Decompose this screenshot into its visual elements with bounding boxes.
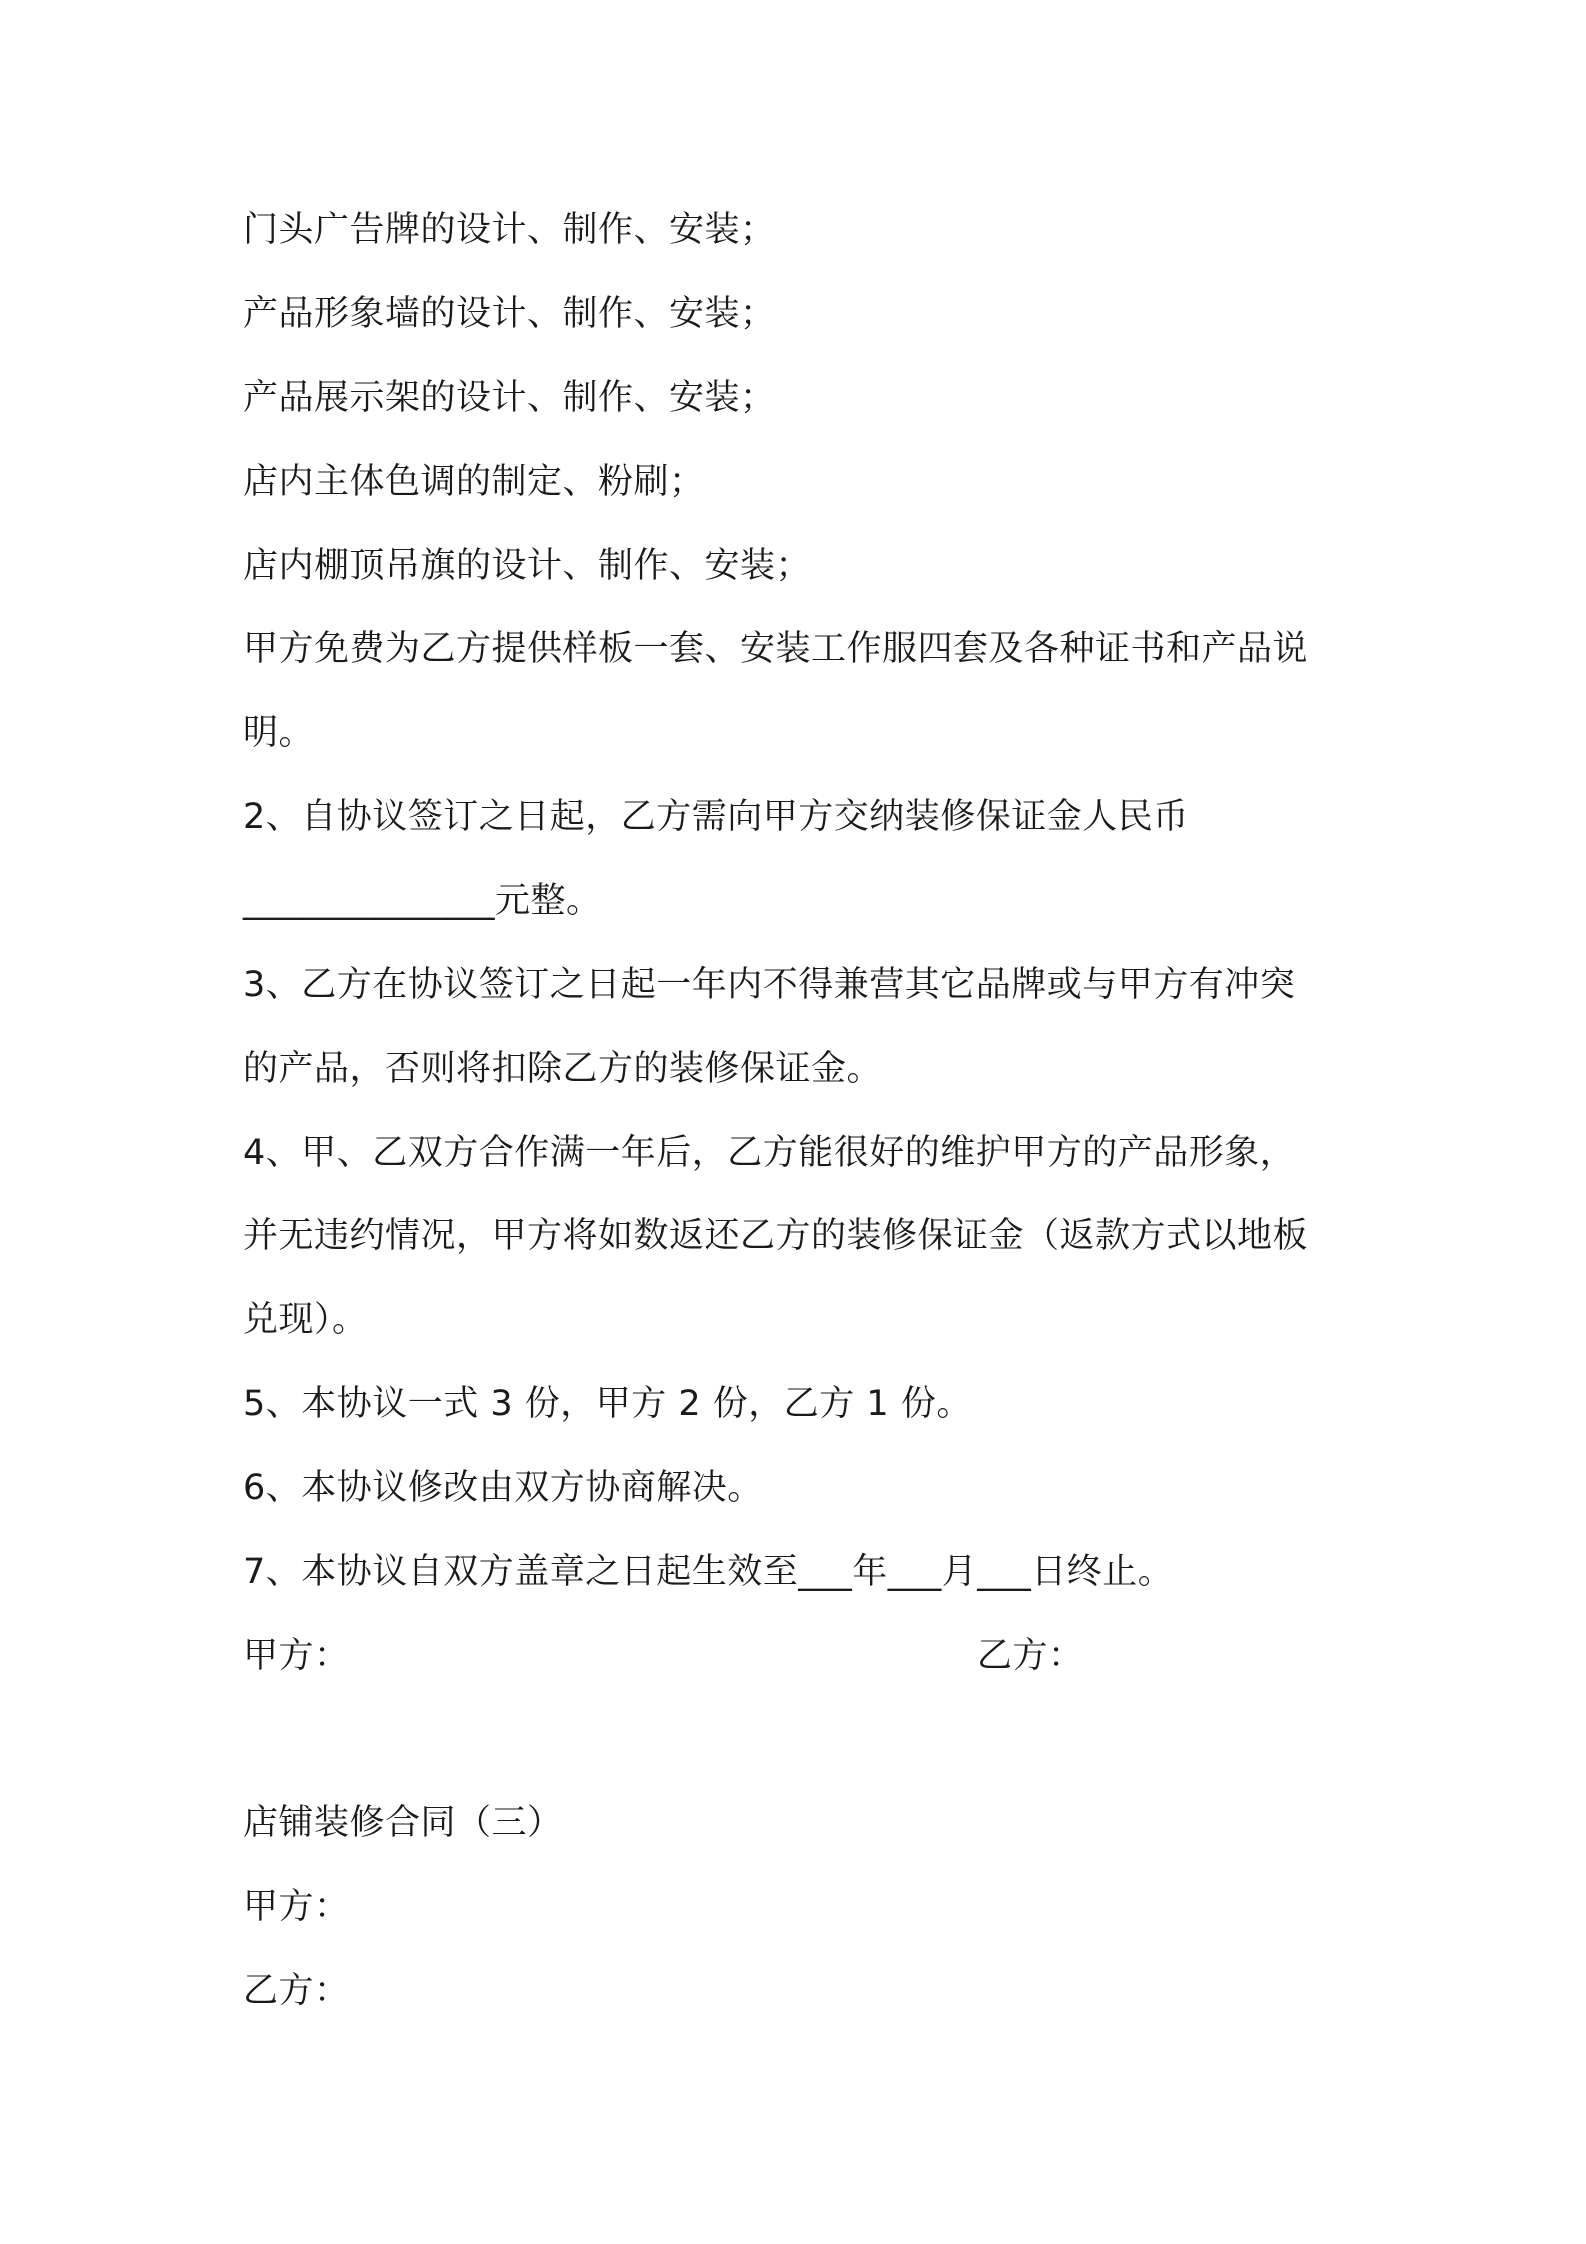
clause-3: 3、乙方在协议签订之日起一年内不得兼营其它品牌或与甲方有冲突 [243,965,1296,1005]
clause-7: 7、本协议自双方盖章之日起生效至___年___月___日终止。 [243,1552,1174,1592]
clause-3-cont: 的产品，否则将扣除乙方的装修保证金。 [243,1049,883,1089]
signature-party-b: 乙方： [977,1636,1084,1676]
next-contract-party-a: 甲方： [243,1887,350,1927]
signature-party-a: 甲方： [243,1636,350,1676]
text-line-6: 甲方免费为乙方提供样板一套、安装工作服四套及各种证书和产品说 [243,629,1309,669]
clause-4-cont-2: 兑现）。 [243,1300,368,1340]
text-line-5: 店内棚顶吊旗的设计、制作、安装； [243,546,812,586]
clause-6: 6、本协议修改由双方协商解决。 [243,1468,763,1508]
clause-4-cont-1: 并无违约情况，甲方将如数返还乙方的装修保证金（返款方式以地板 [243,1216,1309,1256]
next-contract-party-b: 乙方： [243,1971,350,2011]
clause-4: 4、甲、乙双方合作满一年后，乙方能很好的维护甲方的产品形象， [243,1133,1296,1173]
text-line-1: 门头广告牌的设计、制作、安装； [243,210,776,250]
next-contract-title: 店铺装修合同（三） [243,1803,563,1843]
clause-2: 2、自协议签订之日起，乙方需向甲方交纳装修保证金人民币 [243,797,1189,837]
clause-5: 5、本协议一式 3 份，甲方 2 份，乙方 1 份。 [243,1384,972,1424]
text-line-3: 产品展示架的设计、制作、安装； [243,378,776,418]
clause-2-amount: ______________元整。 [243,881,602,921]
text-line-4: 店内主体色调的制定、粉刷； [243,462,705,502]
text-line-7: 明。 [243,713,315,753]
text-line-2: 产品形象墙的设计、制作、安装； [243,294,776,334]
